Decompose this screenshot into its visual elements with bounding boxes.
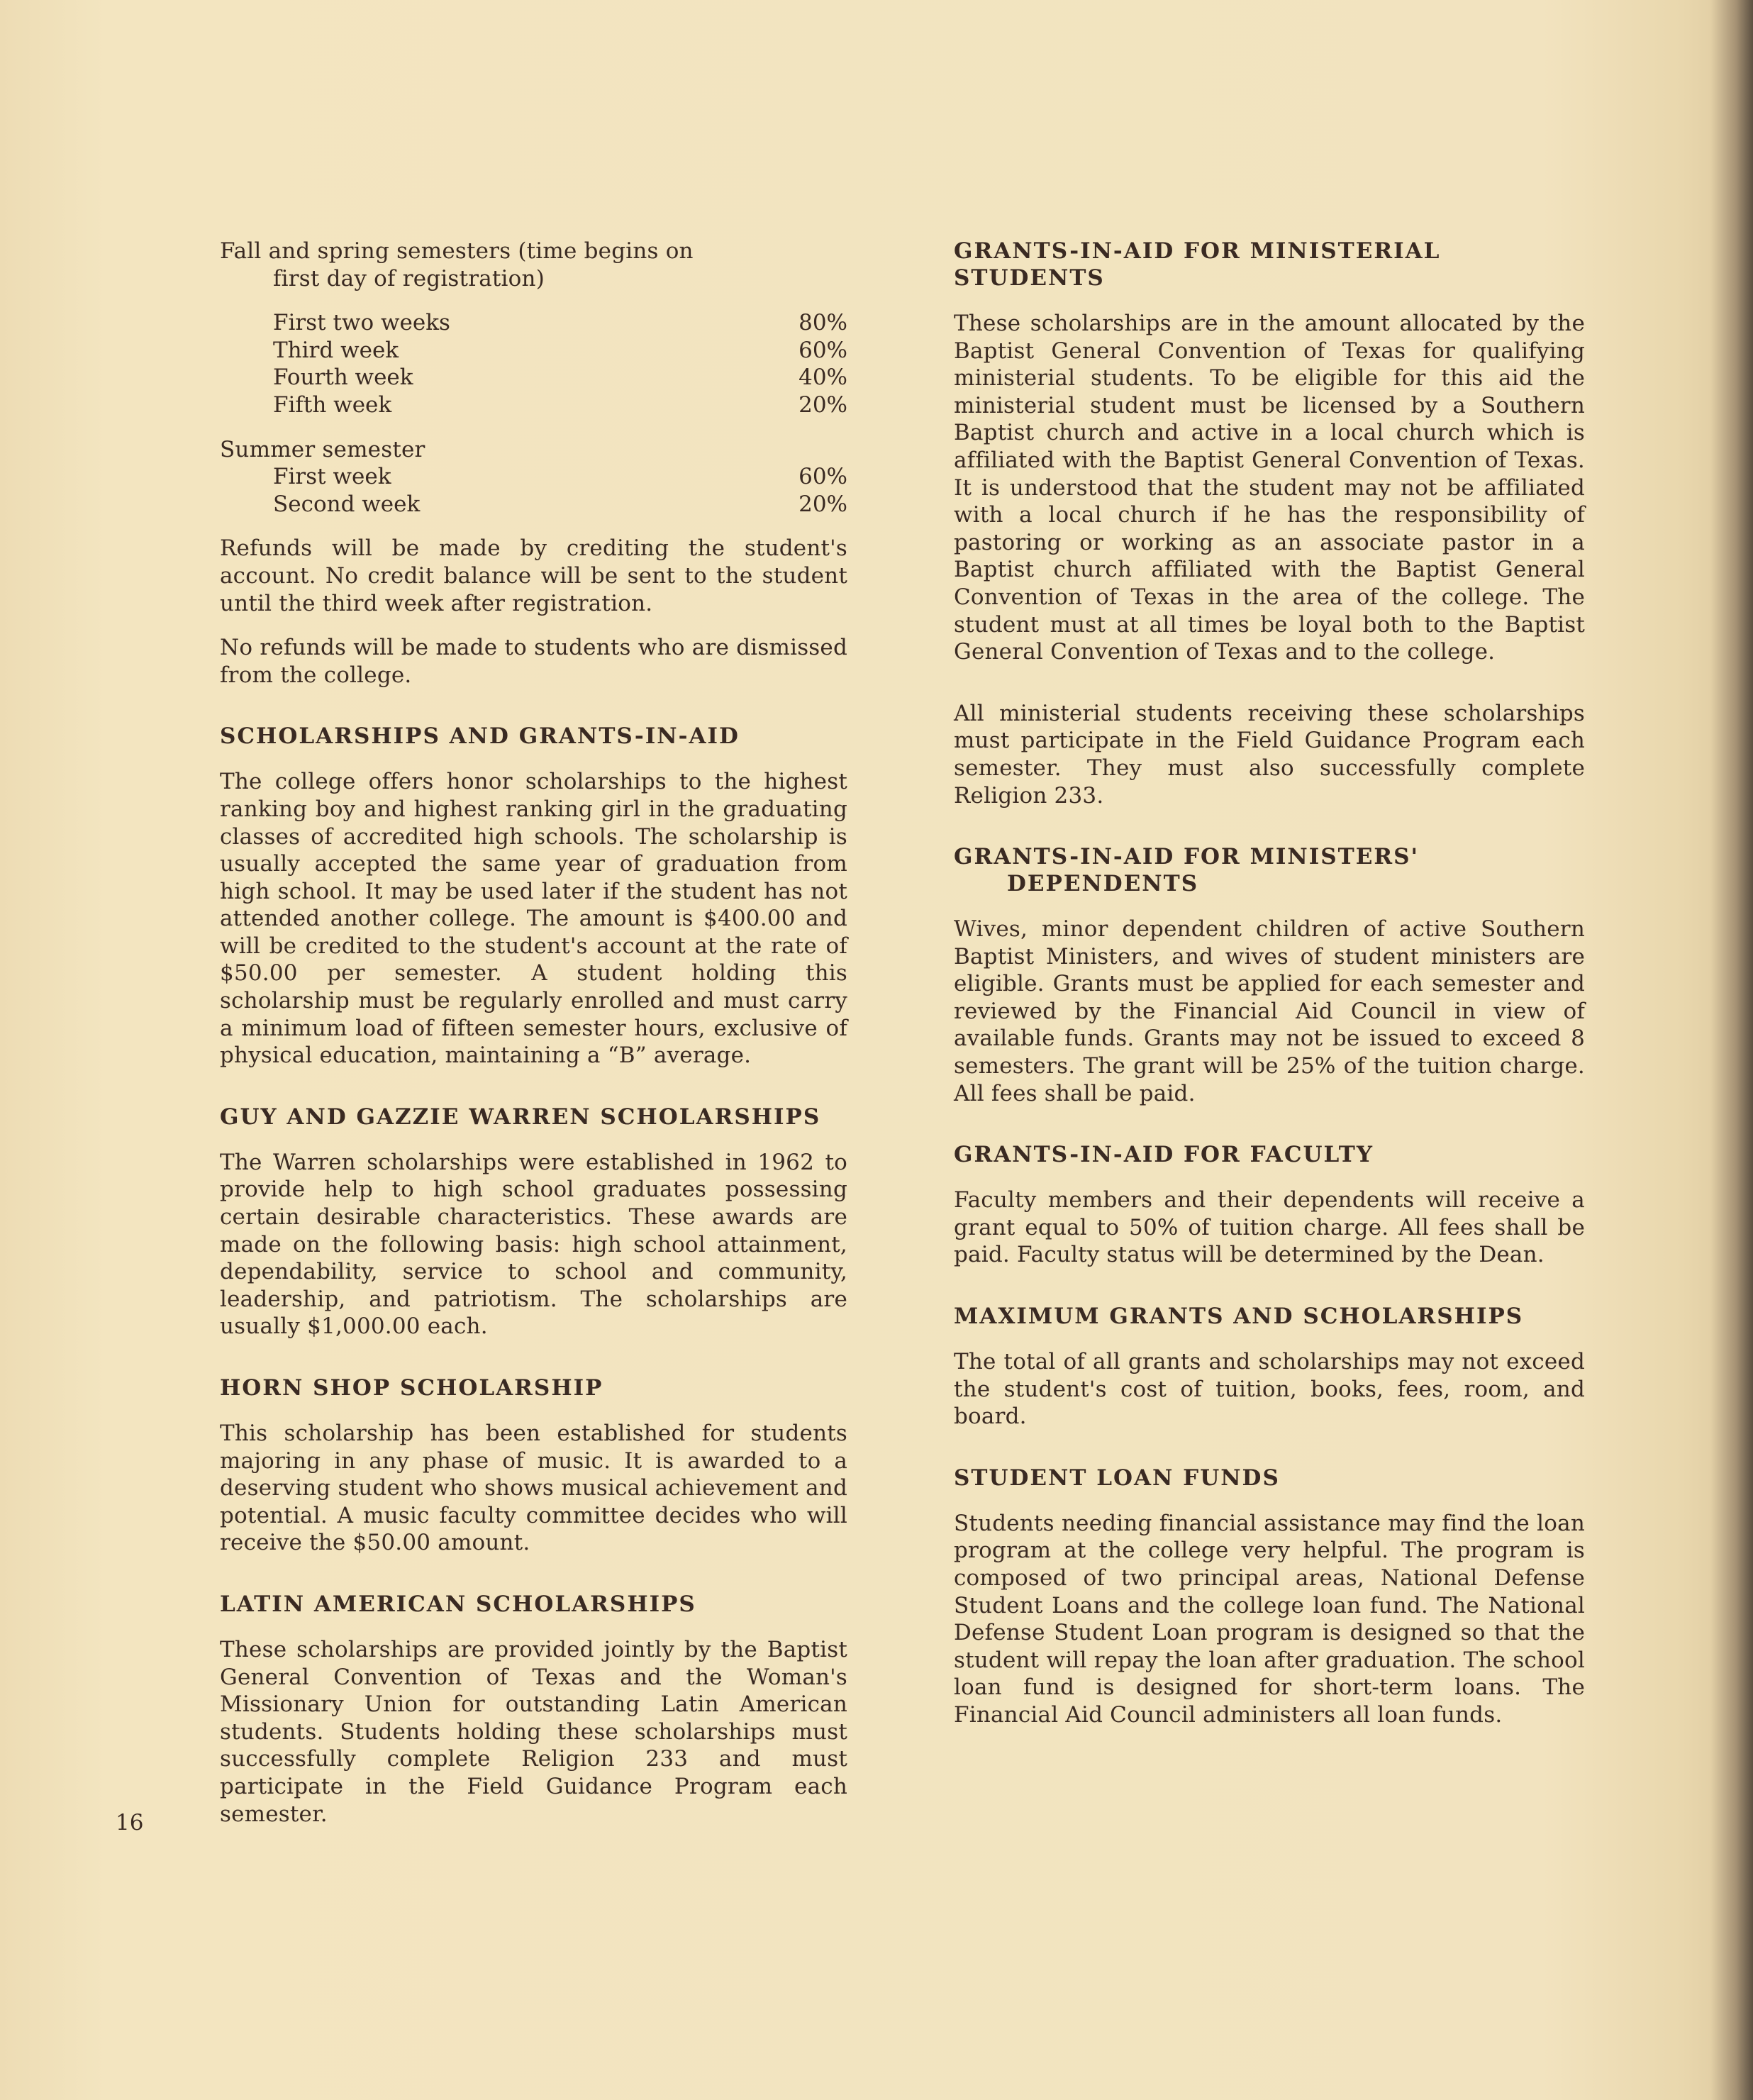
dependents-heading: GRANTS-IN-AID FOR MINISTERS' bbox=[954, 844, 1419, 870]
loan-paragraph: Students needing financial assistance may find the loan program at the college very helpful. The program is composed of two principal areas, National Defense Student Loans and the college loan fund. The National Defense Student Loan program is designed so that the student will repay the loan after graduation. The school loan fund is designed for short-term loans. The Financial Aid Council administers all loan funds. bbox=[954, 1510, 1585, 1728]
refund-row: First two weeks 80% bbox=[273, 310, 847, 336]
faculty-paragraph: Faculty members and their dependents will receive a grant equal to 50% of tuition charge. All fees shall be paid. Faculty status will be determined by the Dean. bbox=[954, 1187, 1585, 1268]
dependents-heading-line-2: DEPENDENTS bbox=[1007, 871, 1199, 897]
ministerial-heading: GRANTS-IN-AID FOR MINISTERIAL STUDENTS bbox=[954, 238, 1441, 291]
latin-paragraph: These scholarships are provided jointly by the Baptist General Convention of Texas and the Woman's Missionary Union for outstanding Latin American students. Students holding these scholarships must successfully complete Religion 233 and must participate in the Field Guidance Program each semester. bbox=[220, 1636, 847, 1827]
ministerial-paragraph: These scholarships are in the amount allocated by the Baptist General Convention of Texas for qualifying ministerial students. To be eligible for this aid the ministerial student must be licensed by a Southern Baptist church and active in a local church which is affiliated with the Baptist General Convention of Texas. It is understood that the student may not be affiliated with a local church if he has the responsibility of pastoring or working as an associate pastor in a Baptist church affiliated with the Baptist General Convention of Texas in the area of the college. The student must at all times be loyal both to the Baptist General Convention of Texas and to the college. bbox=[954, 311, 1585, 665]
ministerial-paragraph-2: All ministerial students receiving these scholarships must participate in the Field Guidance Program each semester. They must also successfully complete Religion 233. bbox=[954, 700, 1585, 809]
refund-credit-paragraph: Refunds will be made by crediting the student's account. No credit balance will be sent to the student until the third week after registration. bbox=[220, 535, 847, 616]
binding-shadow bbox=[1710, 0, 1753, 2100]
scholarships-paragraph: The college offers honor scholarships to the highest ranking boy and highest ranking girl in the graduating classes of accredited high schools. The scholarship is usually accepted the same year of graduation from high school. It may be used later if the student has not attended another college. The amount is $400.00 and will be credited to the student's account at the rate of $50.00 per semester. A student holding this scholarship must be regularly enrolled and must carry a minimum load of fifteen semester hours, exclusive of physical education, maintaining a “B” average. bbox=[220, 769, 847, 1069]
refund-row: First week 60% bbox=[273, 464, 847, 490]
refund-row: Second week 20% bbox=[273, 491, 847, 517]
refund-row: Third week 60% bbox=[273, 337, 847, 363]
summer-label: Summer semester bbox=[220, 436, 425, 462]
refund-intro-line-2: first day of registration) bbox=[273, 265, 545, 291]
horn-heading: HORN SHOP SCHOLARSHIP bbox=[220, 1375, 603, 1401]
dependents-paragraph: Wives, minor dependent children of active Southern Baptist Ministers, and wives of student ministers are eligible. Grants must be applied for each semester and reviewed by the Financial Aid Council in view of available funds. Grants may not be issued to exceed 8 semesters. The grant will be 25% of the tuition charge. All fees shall be paid. bbox=[954, 916, 1585, 1106]
maximum-paragraph: The total of all grants and scholarships may not exceed the student's cost of tuition, books, fees, room, and board. bbox=[954, 1349, 1585, 1430]
left-column bbox=[220, 238, 847, 1828]
warren-heading: GUY AND GAZZIE WARREN SCHOLARSHIPS bbox=[220, 1104, 821, 1130]
refund-intro-line-1: Fall and spring semesters (time begins on bbox=[220, 238, 694, 264]
page-number: 16 bbox=[116, 1810, 144, 1835]
right-column bbox=[954, 238, 1585, 1729]
maximum-heading: MAXIMUM GRANTS AND SCHOLARSHIPS bbox=[954, 1304, 1524, 1330]
warren-paragraph: The Warren scholarships were established in 1962 to provide help to high school graduates possessing certain desirable characteristics. These awards are made on the following basis: high school attainment, dependability, service to school and community, leadership, and patriotism. The scholarships are usually $1,000.00 each. bbox=[220, 1149, 847, 1340]
latin-heading: LATIN AMERICAN SCHOLARSHIPS bbox=[220, 1591, 696, 1617]
faculty-heading: GRANTS-IN-AID FOR FACULTY bbox=[954, 1142, 1374, 1168]
refund-row: Fourth week 40% bbox=[273, 365, 847, 391]
loan-heading: STUDENT LOAN FUNDS bbox=[954, 1465, 1280, 1491]
refund-dismissed-paragraph: No refunds will be made to students who are dismissed from the college. bbox=[220, 635, 847, 688]
refund-row: Fifth week 20% bbox=[273, 391, 847, 418]
scholarships-heading: SCHOLARSHIPS AND GRANTS-IN-AID bbox=[220, 723, 740, 750]
horn-paragraph: This scholarship has been established for students majoring in any phase of music. It is awarded to a deserving student who shows musical achievement and potential. A music faculty committee decides who will receive the $50.00 amount. bbox=[220, 1421, 847, 1556]
